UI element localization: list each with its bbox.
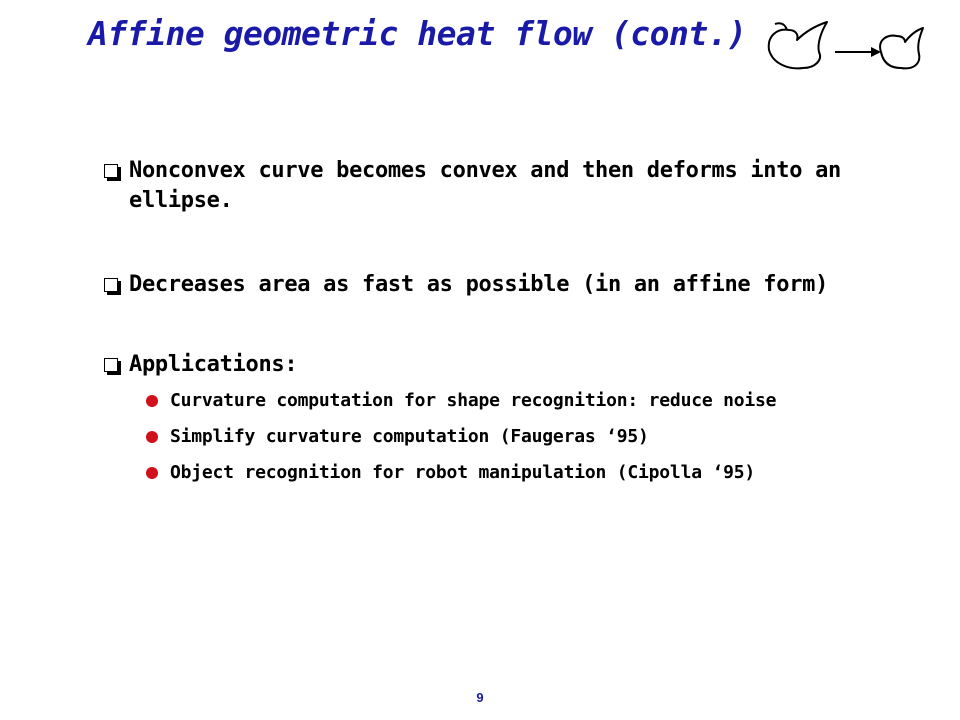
red-dot-bullet-icon bbox=[146, 467, 158, 479]
bullet-text: Decreases area as fast as possible (in an affine form) bbox=[129, 272, 829, 297]
page-number: 9 bbox=[476, 690, 484, 705]
sub-bullet-item bbox=[145, 426, 904, 448]
box-bullet-icon bbox=[104, 164, 118, 178]
sub-bullet-text: Object recognition for robot manipulation (Cipolla ‘95) bbox=[170, 462, 756, 483]
sub-bullet-text: Curvature computation for shape recognition: reduce noise bbox=[170, 390, 777, 411]
sub-bullet-item bbox=[145, 462, 904, 484]
bullet-text: Nonconvex curve becomes convex and then deforms into an ellipse. bbox=[129, 158, 841, 213]
box-bullet-icon bbox=[104, 278, 118, 292]
red-dot-bullet-icon bbox=[146, 431, 158, 443]
sub-bullet-item bbox=[145, 390, 904, 412]
bullet-list bbox=[104, 156, 904, 484]
bullet-item bbox=[104, 156, 904, 216]
red-dot-bullet-icon bbox=[146, 395, 158, 407]
slide-title: Affine geometric heat flow (cont.) bbox=[88, 14, 747, 53]
box-bullet-icon bbox=[104, 358, 118, 372]
bullet-item bbox=[104, 350, 904, 484]
sub-bullet-text: Simplify curvature computation (Faugeras ‘95) bbox=[170, 426, 649, 447]
sub-bullet-list bbox=[145, 390, 904, 484]
bullet-text: Applications: bbox=[129, 352, 298, 377]
bullet-item bbox=[104, 270, 904, 300]
duck-curve-evolution-icon bbox=[765, 20, 925, 80]
